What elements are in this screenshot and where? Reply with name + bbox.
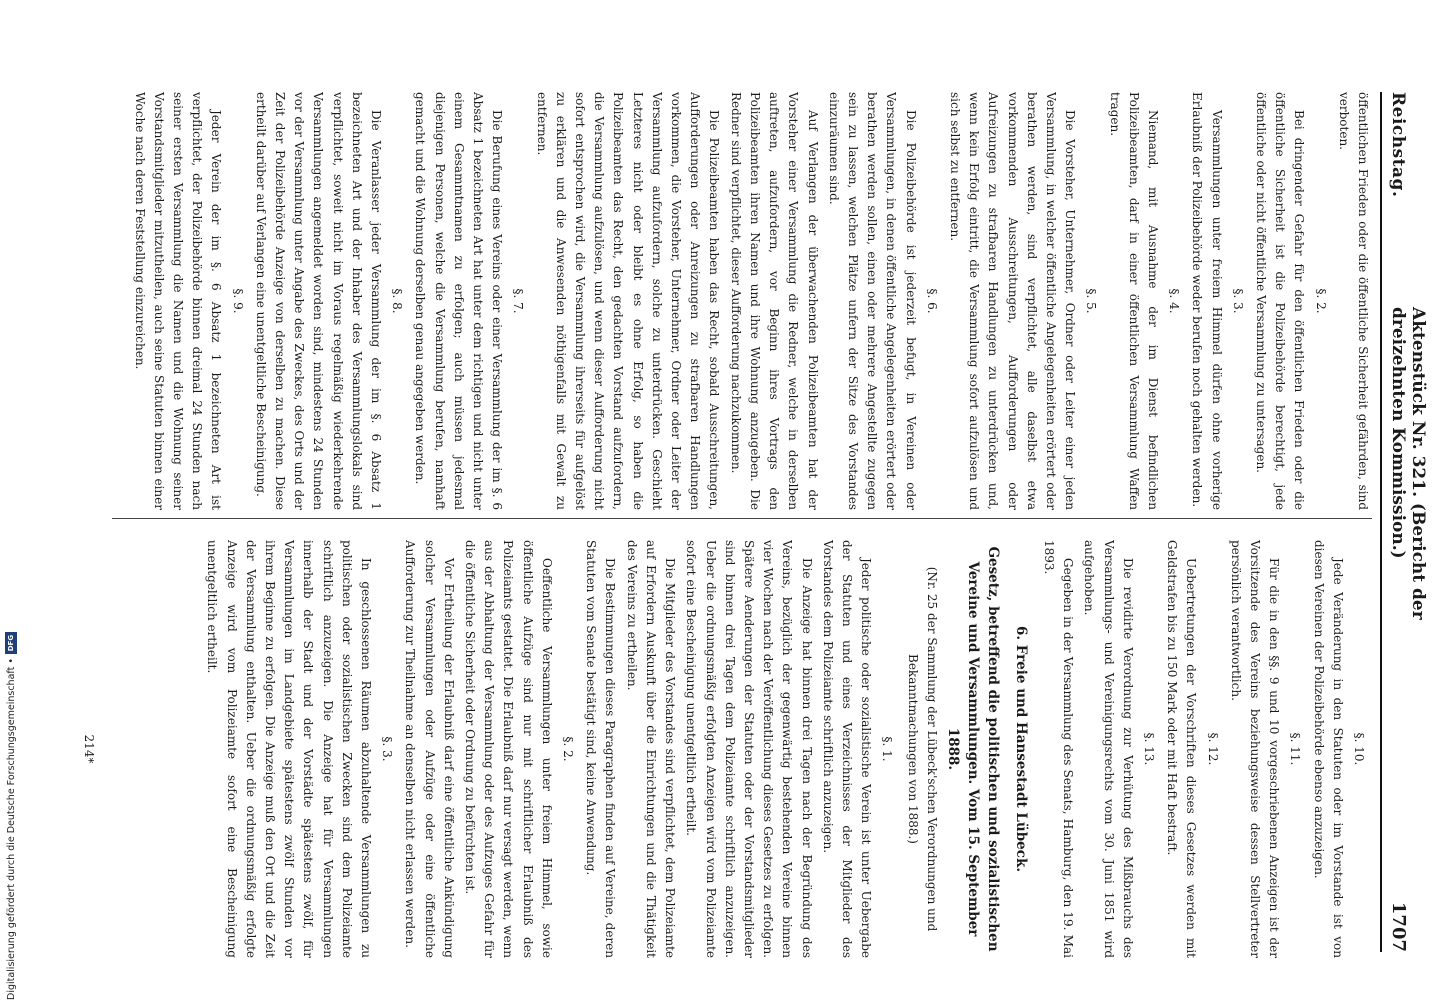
- paragraph: Jeder politische oder sozialistische Verein ist unter Uebergabe der Statuten und eines Verzeichnisses der Mitglieder des Vorstandes dem Polizeiamte schriftlich anzuzeigen.: [820, 540, 874, 958]
- section-number: §. 2.: [1313, 288, 1328, 314]
- column-right: [112, 540, 1372, 958]
- section-number: §. 11.: [1288, 732, 1303, 766]
- paragraph: Für die in den §§. 9 und 10 vorgeschriebenen Anzeigen ist der Vorsitzende des Vereins beziehungsweise dessen Stellvertreter persönlich verantwortlich.: [1228, 540, 1282, 958]
- paragraph: Jede Veränderung in den Statuten oder im Vorstande ist von diesen Vereinen der Polizeibehörde ebenso anzuzeigen.: [1311, 540, 1345, 958]
- header-left-title: Reichstag.: [1388, 92, 1408, 198]
- paragraph: Die Polizeibehörde ist jederzeit befugt, in Vereinen oder Versammlungen, in denen öffentliche Angelegenheiten erörtert oder berathen werden sollen, einen oder mehrere Angestellte zugegen sein zu lassen, welchen Plätze unfern der Sitze des Vorstandes einzuräumen sind.: [826, 92, 918, 510]
- section-number: §. 12.: [1205, 732, 1220, 766]
- dfg-logo-icon: DFG: [5, 632, 17, 654]
- paragraph: Uebertretungen der Vorschriften dieses Gesetzes werden mit Geldstrafen bis zu 150 Mark oder mit Haft bestraft.: [1165, 540, 1199, 958]
- paragraph: Vor Ertheilung der Erlaubniß darf eine öffentliche Ankündigung solcher Versammlungen oder Aufzüge oder eine öffentliche Aufforderung zur Theilnahme an denselben nicht erlassen werden.: [403, 540, 456, 958]
- paragraph: Die revidirte Verordnung zur Verhütung des Mißbrauchs des Versammlungs- und Vereinigungsrechts vom 30. Juni 1851 wird aufgehoben.: [1082, 540, 1135, 958]
- section-number: §. 3.: [380, 736, 395, 762]
- paragraph: Die Berufung eines Vereins oder einer Versammlung der im §. 6 Absatz 1 bezeichneten Art hat unter dem richtigen und nicht unter einem Gesammtnamen zu erfolgen; auch müssen jedesmal diejenigen Personen, welche die Versammlung berufen, namhaft gemacht und die Wohnung derselben genau angegeben werden.: [413, 92, 505, 510]
- paragraph: Die Veranlasser jeder Versammlung der im §. 6 Absatz 1 bezeichneten Art und der Inhaber des Versammlungslokals sind verpflichtet, soweit nicht im Voraus regelmäßig wiederkehrende Versammlungen angemeldet worden sind, mindestens 24 Stunden vor der Versammlung unter Angabe des Zweckes, des Orts und der Zeit der Polizeibehörde Anzeige von derselben zu machen. Diese ertheilt darüber auf Verlangen eine unentgeltliche Bescheinigung.: [253, 92, 384, 510]
- paragraph: Die Anzeige hat binnen drei Tagen nach der Begründung des Vereins, bezüglich der gegenwärtig bestehenden Vereine binnen vier Wochen nach der Veröffentlichung dieses Gesetzes zu erfolgen. Spätere Aenderungen der Statuten oder der Vorstandsmitglieder sind binnen drei Tagen dem Polizeiamte schriftlich anzuzeigen. Ueber die ordnungsmäßig erfolgten Anzeigen wird vom Polizeiamte sofort eine Bescheinigung unentgeltlich ertheilt.: [684, 540, 814, 958]
- signature-mark: 214*: [82, 734, 96, 764]
- section-number: §. 13.: [1141, 732, 1156, 766]
- paragraph: Gegeben in der Versammlung des Senats, Hamburg, den 19. Mai 1893.: [1041, 540, 1076, 958]
- paragraph: Die Bestimmungen dieses Paragraphen finden auf Vereine, deren Statuten vom Senate bestätigt sind, keine Anwendung.: [584, 540, 618, 958]
- section-number: §. 4.: [1167, 288, 1182, 314]
- paragraph: Versammlungen unter freiem Himmel dürfen ohne vorherige Erlaubniß der Polizeibehörde weder berufen noch gehalten werden.: [1190, 92, 1224, 510]
- paragraph: Die Mitglieder des Vorstandes sind verpflichtet, dem Polizeiamte auf Erfordern Auskunft über die Einrichtungen und die Thätigkeit des Vereins zu ertheilen.: [624, 540, 678, 958]
- section-number: §. 7.: [511, 288, 526, 314]
- section-number: §. 2.: [561, 736, 576, 762]
- paragraph: Oeffentliche Versammlungen unter freiem Himmel, sowie öffentliche Aufzüge sind nur mit schriftlicher Erlaubniß des Polizeiamts gestattet. Die Erlaubniß darf nur versagt werden, wenn aus der Abhaltung der Versammlung oder des Aufzuges Gefahr für die öffentliche Sicherheit oder Ordnung zu befürchten ist.: [463, 540, 554, 958]
- paragraph: Bei dringender Gefahr für den öffentlichen Frieden oder die öffentliche Sicherheit ist die Polizeibehörde berechtigt, jede öffentliche oder nicht öffentliche Versammlung zu untersagen.: [1253, 92, 1307, 510]
- section-number: §. 5.: [1084, 288, 1099, 314]
- paragraph: Die Vorsteher, Unternehmer, Ordner oder Leiter einer jeden Versammlung, in welcher öffentliche Angelegenheiten erörtert oder berathen werden, sind verpflichtet, alle daselbst etwa vorkommenden Ausschreitungen, Aufforderungen oder Aufreizungen zu strafbaren Handlungen zu unterdrücken und, wenn kein Erfolg eintritt, die Versammlung sofort aufzulösen und sich selbst zu entfernen.: [947, 92, 1078, 510]
- section-number: §. 9.: [230, 288, 245, 314]
- section-number: §. 10.: [1352, 732, 1366, 766]
- digitization-credit-text: Digitalisierung gefördert durch die Deutsche Forschungsgemeinschaft •: [5, 658, 17, 1000]
- page-number: 1707: [1388, 901, 1409, 952]
- digitization-credit: [2, 580, 20, 1000]
- column-divider: [112, 518, 1372, 519]
- page-header: [1380, 92, 1428, 952]
- section-number: §. 8.: [390, 288, 405, 314]
- paragraph: Auf Verlangen der überwachenden Polizeibeamten hat der Vorsteher einer Versammlung die Redner, welche in derselben auftreten, aufzufordern, vor Beginn ihres Vortrags den Polizeibeamten ihren Namen und ihre Wohnung anzugeben. Die Redner sind verpflichtet, dieser Aufforderung nachzukommen.: [728, 92, 820, 510]
- paragraph: öffentlichen Frieden oder die öffentliche Sicherheit gefährden, sind verboten.: [1336, 92, 1370, 510]
- paragraph: Die Polizeibeamten haben das Recht, sobald Ausschreitungen, Aufforderungen oder Anreizungen zu strafbaren Handlungen vorkommen, die Vorsteher, Unternehmer, Ordner oder Leiter der Versammlung aufzufordern, solche zu unterdrücken. Geschieht Letzteres nicht oder bleibt es ohne Erfolg, so haben die Polizeibeamten das Recht, den gedachten Vorstand aufzufordern, die Versammlung aufzulösen, und wenn dieser Aufforderung nicht sofort entsprochen wird, die Versammlung ihrerseits für aufgelöst zu erklären und die Anwesenden nöthigenfalls mit Gewalt zu entfernen.: [534, 92, 722, 510]
- paragraph: Jeder Verein der im §. 6 Absatz 1 bezeichneten Art ist verpflichtet, der Polizeibehörde binnen dreimal 24 Stunden nach seiner ersten Versammlung die Namen und die Wohnung seiner Vorstandsmitglieder mitzutheilen, auch seine Statuten binnen einer Woche nach deren Feststellung einzureichen.: [132, 92, 224, 510]
- section-heading: 6. Freie und Hansestadt Lübeck.: [1012, 625, 1029, 873]
- section-number: §. 1.: [880, 736, 895, 762]
- paragraph: Niemand, mit Ausnahme der im Dienst befindlichen Polizeibeamten, darf in einer öffentlichen Versammlung Waffen tragen.: [1107, 92, 1160, 510]
- header-center-title: Aktenstück Nr. 321. (Bericht der dreizehnten Kommission.): [1388, 307, 1428, 620]
- law-title: Gesetz, betreffend die politischen und sozialistischen Vereine und Versammlungen. Vom 15. September 1888.: [944, 546, 1001, 952]
- paragraph: In geschlossenen Räumen abzuhaltende Versammlungen zu politischen oder sozialistischen Zwecken sind dem Polizeiamte schriftlich anzuzeigen. Die Anzeige hat für Versammlungen innerhalb der Stadt und der Vorstädte spätestens zwölf, für Versammlungen im Landgebiete spätestens zwölf Stunden vor ihrem Beginne zu erfolgen. Die Anzeige muß den Ort und die Zeit der Versammlung enthalten. Ueber die ordnungsmäßig erfolgte Anzeige wird vom Polizeiamte sofort eine Bescheinigung unentgeltlich ertheilt.: [205, 540, 374, 958]
- section-number: §. 3.: [1230, 288, 1245, 314]
- column-left: [112, 92, 1372, 510]
- law-source-note: (Nr. 25 der Sammlung der Lübeck'schen Verordnungen und Bekanntmachungen von 1888.): [905, 566, 939, 932]
- section-number: §. 6.: [924, 288, 939, 314]
